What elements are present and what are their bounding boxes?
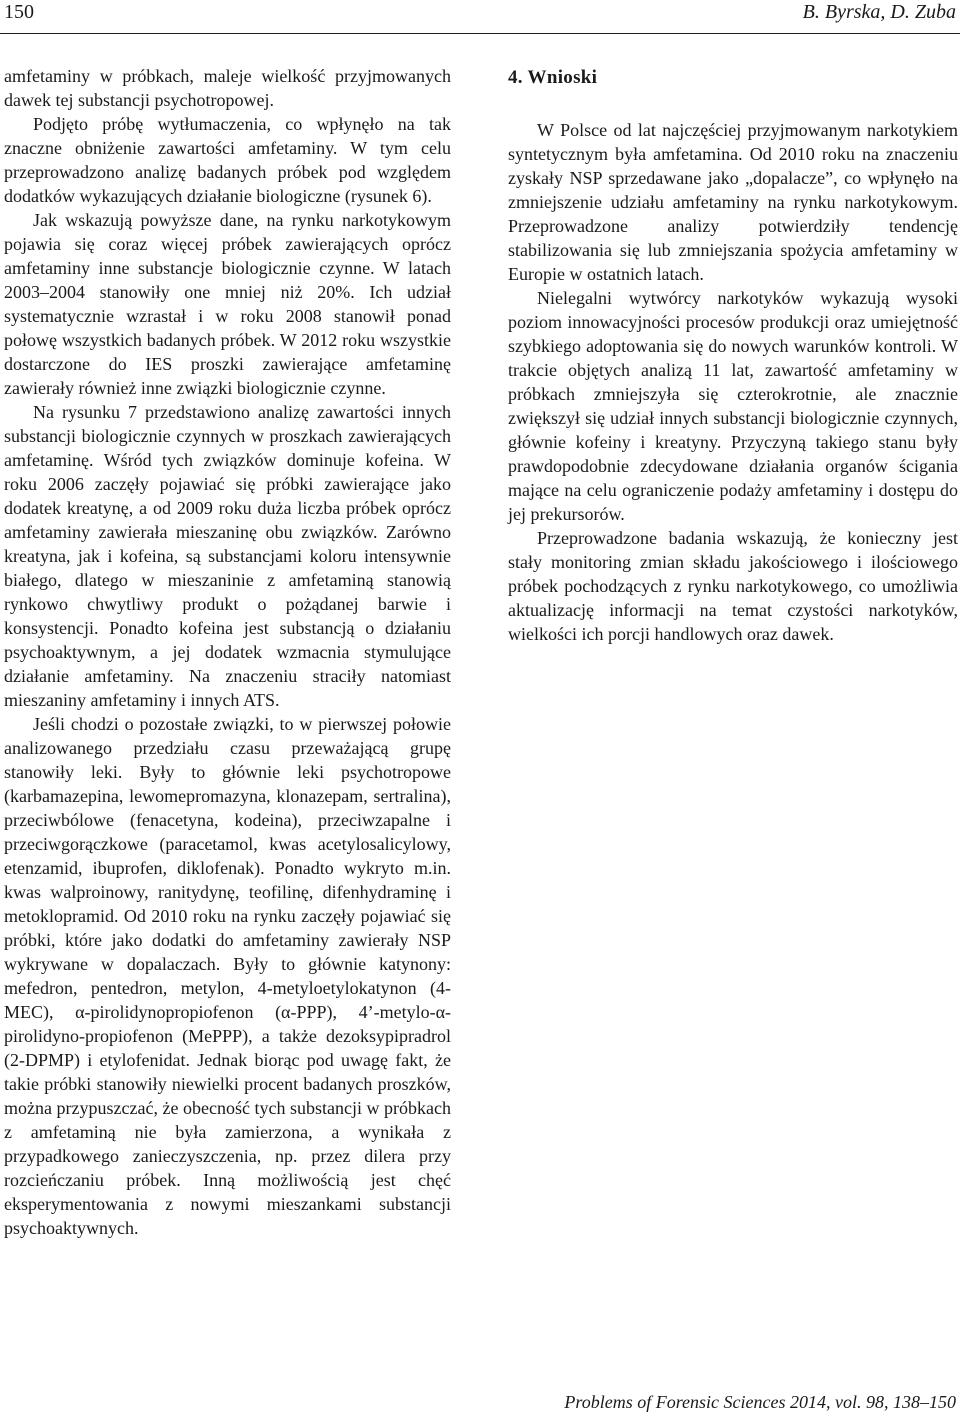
paragraph: amfetaminy w próbkach, maleje wielkość przyjmowanych dawek tej substancji psychotropowej. bbox=[4, 66, 451, 110]
header-rule bbox=[0, 33, 960, 34]
paragraph: Przeprowadzone badania wskazują, że konieczny jest stały monitoring zmian składu jakościowego i ilościowego próbek pochodzących z rynku narkotykowego, co umożliwia aktualizację informacji na temat czystości narkotyków, wielkości ich porcji handlowych oraz dawek. bbox=[508, 528, 958, 644]
paragraph: W Polsce od lat najczęściej przyjmowanym narkotykiem syntetycznym była amfetamina. Od 2010 roku na znaczeniu zyskały NSP sprzedawane jako „dopalacze”, co wpłynęło na zmniejszenie udziału amfetaminy na rynku narkotykowym. Przeprowadzone analizy potwierdziły tendencję stabilizowania się lub zmniejszania spożycia amfetaminy w Europie w ostatnich latach. bbox=[508, 120, 958, 284]
page-footer bbox=[0, 1390, 960, 1414]
right-column bbox=[508, 66, 958, 646]
paragraph: Na rysunku 7 przedstawiono analizę zawartości innych substancji biologicznie czynnych w proszkach zawierających amfetaminę. Wśród tych związków dominuje kofeina. W roku 2006 zaczęły pojawiać się próbki zawierające jako dodatek kreatynę, a od 2009 roku duża liczba próbek oprócz amfetaminy zawierała mieszaninę obu związków. Zarówno kreatyna, jak i kofeina, są substancjami koloru intensywnie białego, dlatego w mieszaninie z amfetaminą stanowią rynkowo chwytliwy produkt o pożądanej barwie i konsystencji. Ponadto kofeina jest substancją o działaniu psychoaktywnym, a jej dodatek wzmacnia stymulujące działanie amfetaminy. Na znaczeniu straciły natomiast mieszaniny amfetaminy i innych ATS. bbox=[4, 402, 451, 710]
journal-citation: Problems of Forensic Sciences 2014, vol. 98, 138–150 bbox=[564, 1392, 956, 1412]
page-header bbox=[0, 0, 960, 40]
running-head-authors: B. Byrska, D. Zuba bbox=[802, 1, 956, 23]
paragraph: Podjęto próbę wytłumaczenia, co wpłynęło na tak znaczne obniżenie zawartości amfetaminy. W tym celu przeprowadzono analizę badanych próbek pod względem dodatków wykazujących działanie biologiczne (rysunek 6). bbox=[4, 114, 451, 206]
paragraph: Jak wskazują powyższe dane, na rynku narkotykowym pojawia się coraz więcej próbek zawierających oprócz amfetaminy inne substancje biologicznie czynne. W latach 2003–2004 stanowiły one mniej niż 20%. Ich udział systematycznie wzrastał i w roku 2008 stanowił ponad połowę wszystkich badanych próbek. W 2012 roku wszystkie dostarczone do IES proszki zawierające amfetaminę zawierały również inne związki biologicznie czynne. bbox=[4, 210, 451, 398]
left-column bbox=[4, 64, 451, 1240]
paragraph: Jeśli chodzi o pozostałe związki, to w pierwszej połowie analizowanego przedziału czasu przeważającą grupę stanowiły leki. Były to głównie leki psychotropowe (karbamazepina, lewomepromazyna, klonazepam, sertralina), przeciwbólowe (fenacetyna, kodeina), przeciwzapalne i przeciwgorączkowe (paracetamol, kwas acetylosalicylowy, etenzamid, ibuprofen, diklofenak). Ponadto wykryto m.in. kwas walproinowy, ranitydynę, teofilinę, difenhydraminę i metoklopramid. Od 2010 roku na rynku zaczęły pojawiać się próbki, które jako dodatki do amfetaminy zawierały NSP wykrywane w dopalaczach. Były to głównie katynony: mefedron, pentedron, metylon, 4-metyloetylokatynon (4-MEC), α-pirolidynopropiofenon (α-PPP), 4’-metylo-α-pirolidyno-propiofenon (MePPP), a także dezoksypipradrol (2-DPMP) i etylofenidat. Jednak biorąc pod uwagę fakt, że takie próbki stanowiły niewielki procent badanych proszków, można przypuszczać, że obecność tych substancji w próbkach z amfetaminą nie była zamierzona, a wynikała z przypadkowego zanieczyszczenia, np. przez dilera przy rozcieńczaniu próbek. Inną możliwością jest chęć eksperymentowania z nowymi mieszankami substancji psychoaktywnych. bbox=[4, 714, 451, 1238]
page-number: 150 bbox=[4, 1, 34, 23]
section-heading-conclusions: 4. Wnioski bbox=[508, 67, 598, 88]
paragraph: Nielegalni wytwórcy narkotyków wykazują wysoki poziom innowacyjności procesów produkcji oraz umiejętność szybkiego adoptowania się do nowych warunków kontroli. W trakcie objętych analizą 11 lat, zawartość amfetaminy w próbkach zmniejszyła się czterokrotnie, ale znacznie zwiększył się udział innych substancji biologicznie czynnych, głównie kofeiny i kreatyny. Przyczyną takiego stanu były prawdopodobnie zdecydowane działania organów ścigania mające na celu ograniczenie podaży amfetaminy i dostępu do jej prekursorów. bbox=[508, 288, 958, 524]
